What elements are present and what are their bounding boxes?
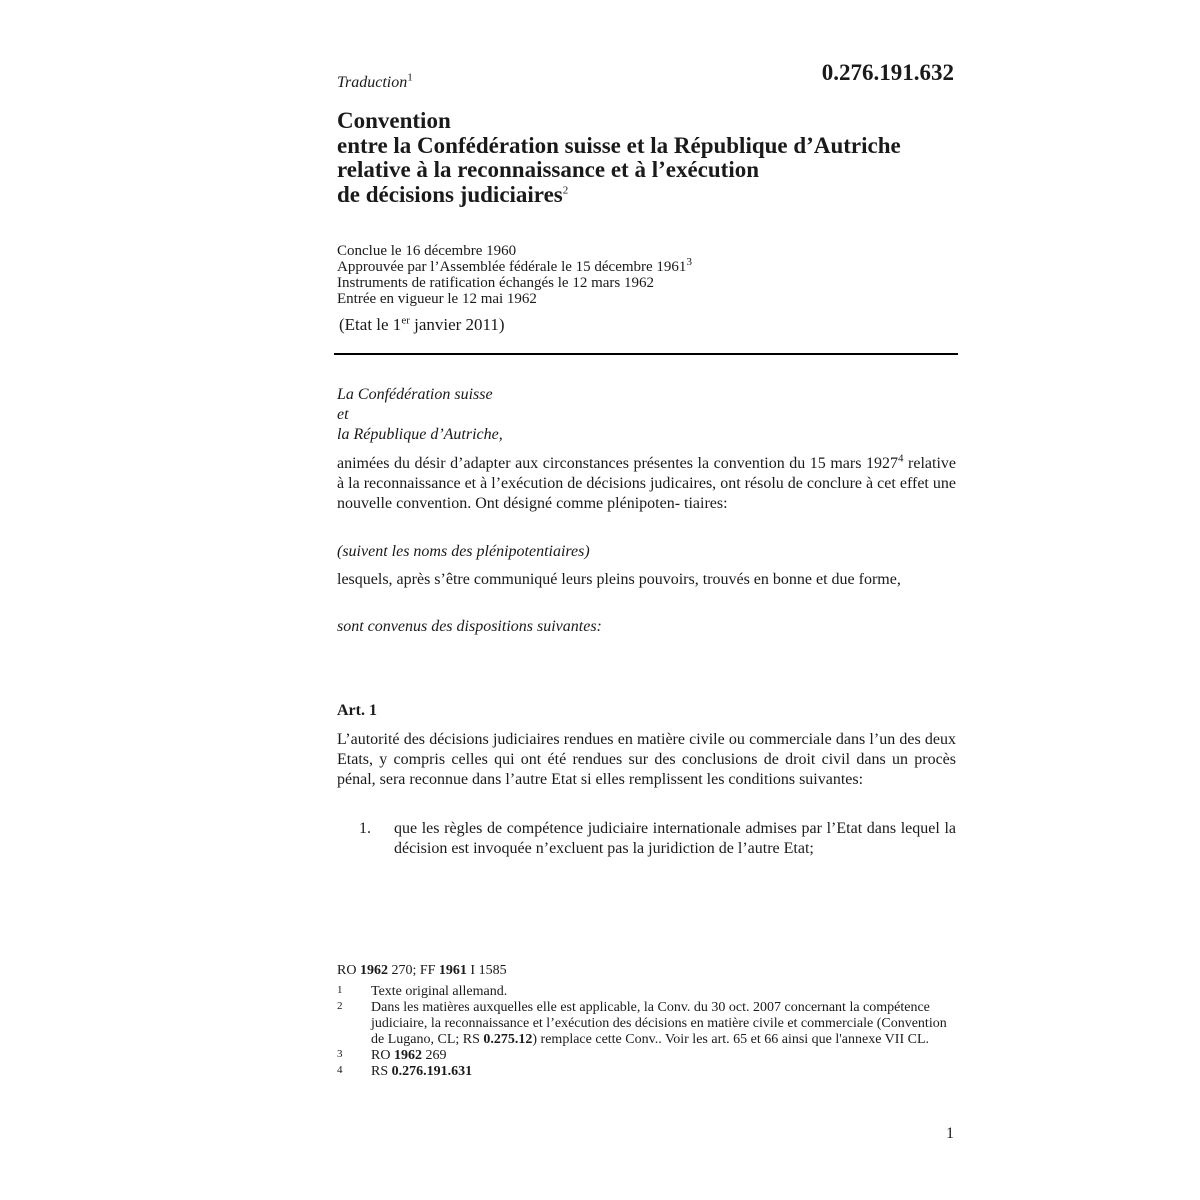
footnote-text: RS <box>371 1064 392 1079</box>
ref-ff-page: I 1585 <box>466 963 507 978</box>
sr-number: 0.276.191.632 <box>821 60 954 85</box>
footnote-number: 2 <box>337 1000 343 1012</box>
list-item <box>359 819 956 859</box>
footnote-bold: 0.276.191.631 <box>391 1064 473 1079</box>
ref-ro-label: RO <box>337 963 360 978</box>
header-divider <box>334 353 958 355</box>
article-1-text: L’autorité des décisions judiciaires rendues en matière civile ou commerciale dans l’un des deux Etats, y compris celles qui ont été rendues sur des conclusions de droit civil dans un procès pénal, sera reconnue dans l’autre Etat si elles remplissent les conditions suivantes: <box>337 731 956 788</box>
footnote-ref-2[interactable]: 2 <box>562 183 569 196</box>
footnote-ref-3[interactable]: 3 <box>686 256 692 268</box>
party-and: et <box>337 406 349 423</box>
list-item-number: 1. <box>359 820 371 837</box>
ref-ff-year: 1961 <box>438 963 467 978</box>
ref-ro-page: 270; FF <box>387 963 439 978</box>
translation-text: Traduction <box>337 74 408 91</box>
preamble-p1-text: animées du désir d’adapter aux circonstances présentes la convention du 15 mars 1927 <box>337 455 898 472</box>
preamble-paragraph-1 <box>337 454 956 514</box>
official-references <box>337 963 507 979</box>
title-line-4: de décisions judiciaires <box>337 181 563 207</box>
date-ratification: Instruments de ratification échangés le 12 mars 1962 <box>337 275 654 291</box>
title-line-2: entre la Confédération suisse et la République d’Autriche <box>337 132 901 158</box>
translation-label <box>337 71 413 92</box>
footnote-text: RO <box>371 1048 394 1063</box>
footnote-1 <box>337 984 957 1000</box>
date-entry-into-force: Entrée en vigueur le 12 mai 1962 <box>337 291 537 307</box>
article-1-heading: Art. 1 <box>337 702 377 719</box>
footnote-2 <box>337 1000 957 1048</box>
plenipotentiaries-names: (suivent les noms des plénipotentiaires) <box>337 543 590 560</box>
preamble-paragraph-3: sont convenus des dispositions suivantes: <box>337 618 602 635</box>
status-date-suffix: janvier 2011) <box>409 315 505 334</box>
footnote-number: 3 <box>337 1048 343 1060</box>
list-item-text: que les règles de compétence judiciaire internationale admises par l’Etat dans lequel la décision est invoquée n’excluent pas la juridiction de l’autre Etat; <box>394 820 956 857</box>
footnote-text-cont: ) remplace cette Conv.. Voir les art. 65 et 66 ainsi que l'annexe VII CL. <box>532 1032 930 1047</box>
footnote-number: 1 <box>337 984 343 996</box>
date-concluded: Conclue le 16 décembre 1960 <box>337 243 517 259</box>
footnote-text: Texte original allemand. <box>371 984 508 999</box>
title-line-3: relative à la reconnaissance et à l’exécution <box>337 157 760 182</box>
dates-block <box>337 243 692 307</box>
document-title <box>337 109 977 207</box>
footnote-3 <box>337 1048 957 1064</box>
preamble-p1-text-cont: relative à la reconnaissance et à l’exécution de décisions judicaires, ont résolu de conclure à cet effet une nouvelle convention. Ont désigné comme plénipoten- tiaires: <box>337 455 957 512</box>
status-date-prefix: (Etat le 1 <box>339 315 402 334</box>
footnote-ref-4[interactable]: 4 <box>898 452 904 465</box>
footnote-text-cont: 269 <box>421 1048 447 1063</box>
status-date-sup: er <box>401 314 410 327</box>
preamble-parties <box>337 385 503 445</box>
page-number: 1 <box>946 1125 954 1142</box>
date-approved: Approuvée par l’Assemblée fédérale le 15 décembre 1961 <box>337 259 687 275</box>
footnote-number: 4 <box>337 1064 343 1076</box>
party-switzerland: La Confédération suisse <box>337 386 493 403</box>
footnote-text: Dans les matières auxquelles elle est applicable, la Conv. du 30 oct. 2007 concernant la compétence judiciaire, la reconnaissance et l’exécution des décisions en matière civile et commerciale (Convention de Lugano, CL; RS <box>371 1000 947 1047</box>
footnote-bold: 1962 <box>393 1048 422 1063</box>
footnote-ref-1[interactable]: 1 <box>407 71 413 84</box>
ref-ro-year: 1962 <box>359 963 388 978</box>
footnote-bold: 0.275.12 <box>483 1032 533 1047</box>
preamble-paragraph-2: lesquels, après s’être communiqué leurs pleins pouvoirs, trouvés en bonne et due forme, <box>337 571 901 588</box>
status-date <box>339 315 505 335</box>
footnote-4 <box>337 1064 957 1080</box>
party-austria: la République d’Autriche, <box>337 426 503 443</box>
title-line-1: Convention <box>337 108 451 133</box>
footnotes <box>337 984 957 1080</box>
